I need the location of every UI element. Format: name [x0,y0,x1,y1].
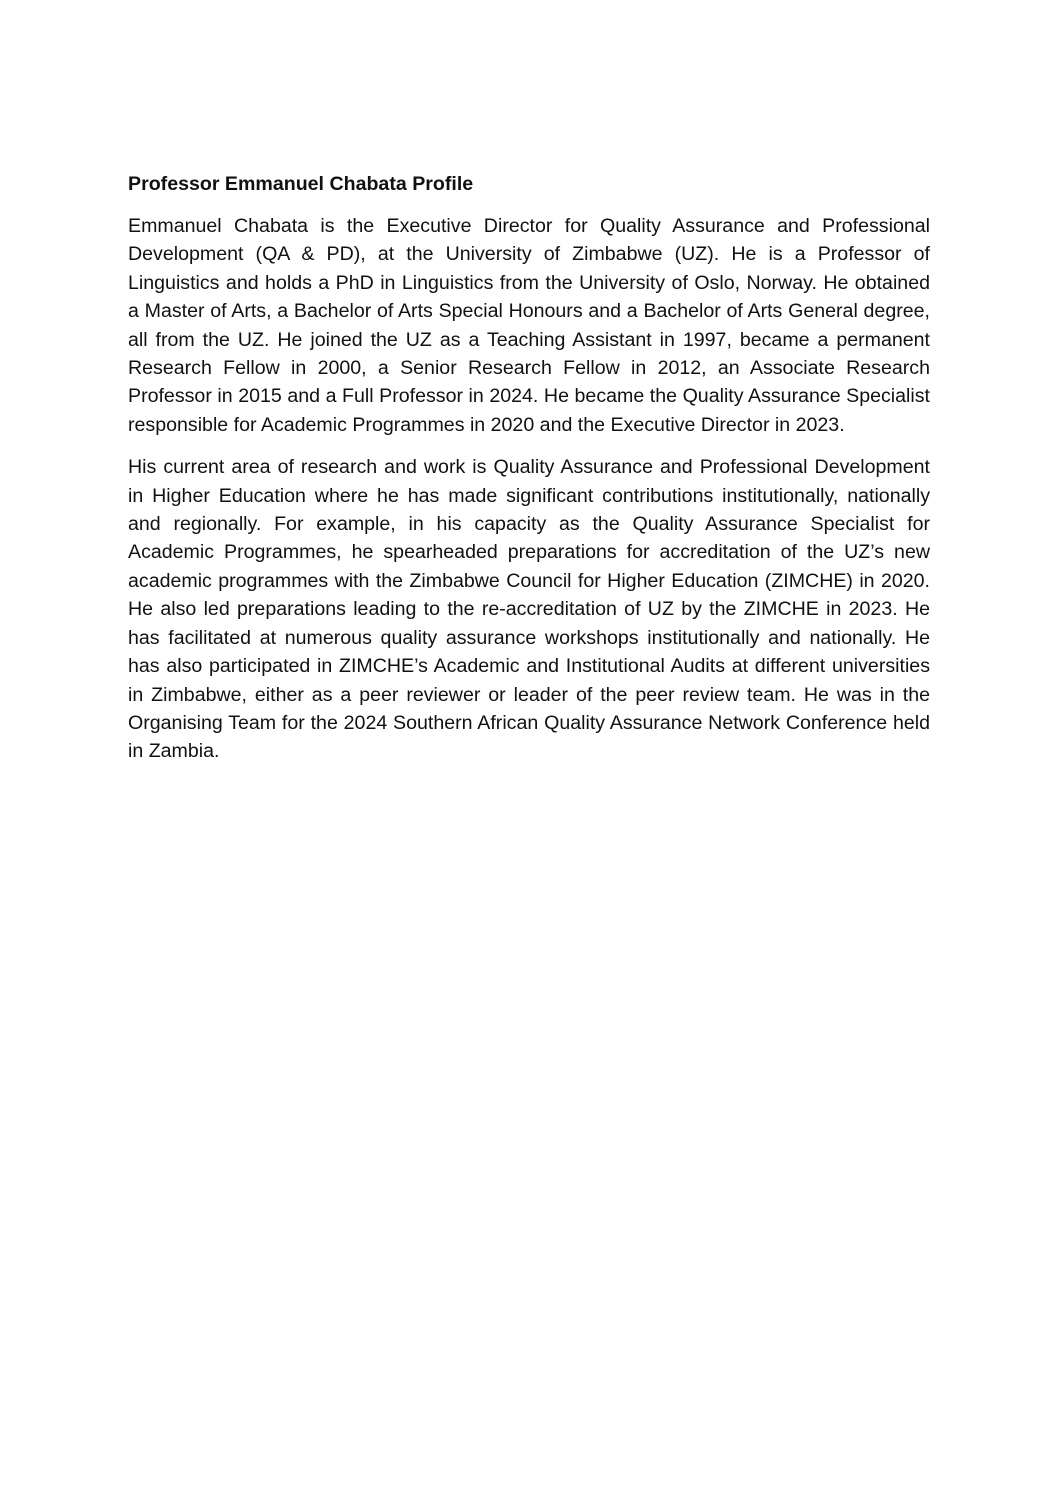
profile-paragraph-2: His current area of research and work is Quality Assurance and Professional Development in Higher Education where he has made significant contributions institutionally, nationally and regionally. For example, in his capacity as the Quality Assurance Specialist for Academic Programmes, he spearheaded preparations for accreditation of the UZ’s new academic programmes with the Zimbabwe Council for Higher Education (ZIMCHE) in 2020. He also led preparations leading to the re-accreditation of UZ by the ZIMCHE in 2023. He has facilitated at numerous quality assurance workshops institutionally and nationally. He has also participated in ZIMCHE’s Academic and Institutional Audits at different universities in Zimbabwe, either as a peer reviewer or leader of the peer review team. He was in the Organising Team for the 2024 Southern African Quality Assurance Network Conference held in Zambia. [128,456,930,763]
document-body [128,171,930,780]
profile-paragraph-1: Emmanuel Chabata is the Executive Director for Quality Assurance and Professional Development (QA & PD), at the University of Zimbabwe (UZ). He is a Professor of Linguistics and holds a PhD in Linguistics from the University of Oslo, Norway. He obtained a Master of Arts, a Bachelor of Arts Special Honours and a Bachelor of Arts General degree, all from the UZ. He joined the UZ as a Teaching Assistant in 1997, became a permanent Research Fellow in 2000, a Senior Research Fellow in 2012, an Associate Research Professor in 2015 and a Full Professor in 2024. He became the Quality Assurance Specialist responsible for Academic Programmes in 2020 and the Executive Director in 2023. [128,215,930,436]
document-title: Professor Emmanuel Chabata Profile [128,173,474,195]
